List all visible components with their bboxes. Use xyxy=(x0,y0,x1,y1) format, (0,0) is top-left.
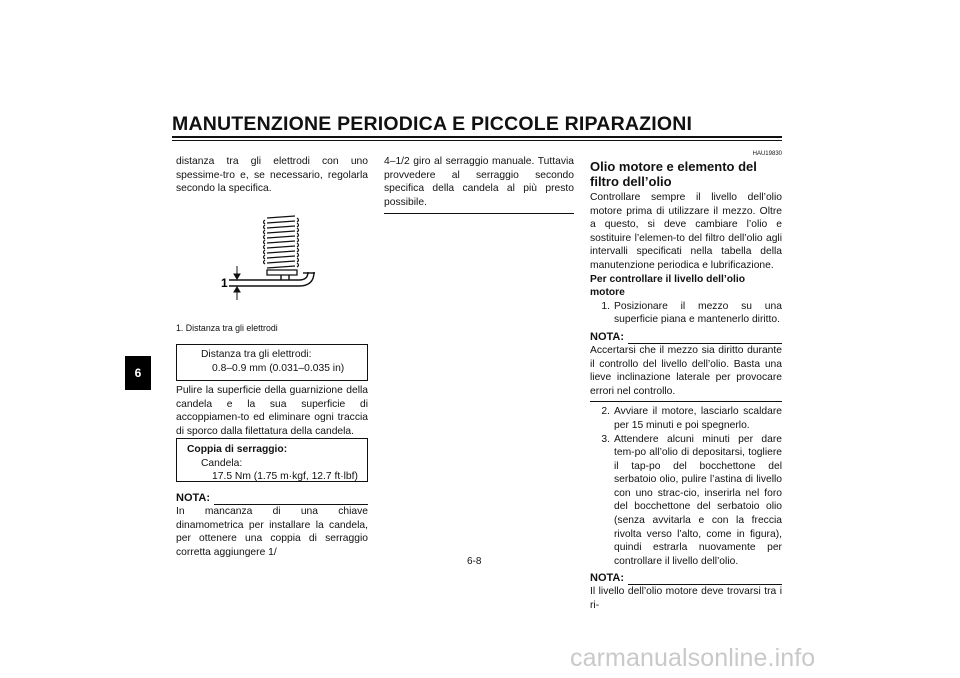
section-code: HAU19830 xyxy=(752,151,782,157)
step-text: Posizionare il mezzo su una superficie piana e mantenerlo diritto. xyxy=(614,300,782,326)
step-number: 1. xyxy=(601,300,610,312)
spark-plug-thread-icon xyxy=(264,216,299,275)
header-rule-thin xyxy=(172,140,782,141)
note-rule xyxy=(628,334,782,344)
note-end-rule xyxy=(590,401,782,402)
note-text: Accertarsi che il mezzo sia diritto durante il controllo del livello dell’olio. Basta una lieve inclinazione laterale per provocare errori nel controllo. xyxy=(590,344,782,397)
figure-callout-1: 1 xyxy=(221,276,228,290)
figure-caption: 1. Distanza tra gli elettrodi xyxy=(176,323,278,333)
clean-section xyxy=(176,384,368,438)
gap-spec-box xyxy=(176,344,368,381)
torque-spec-label: Coppia di serraggio: xyxy=(187,444,288,455)
gap-spec-label: Distanza tra gli elettrodi: xyxy=(201,349,312,360)
torque-spec-box xyxy=(176,438,368,482)
step-3 xyxy=(590,433,782,569)
note-rule xyxy=(214,495,368,505)
note-label: NOTA: xyxy=(176,492,211,504)
clean-text: Pulire la superficie della guarnizione della candela e la sua superficie di accoppiamen-to ed eliminare ogni traccia di sporco dalla filettatura della candela. xyxy=(176,385,368,437)
page-title: MANUTENZIONE PERIODICA E PICCOLE RIPARAZIONI xyxy=(172,113,693,135)
note-heading xyxy=(176,492,368,505)
ground-electrode-icon xyxy=(229,272,315,286)
spark-plug-gap-figure xyxy=(207,212,322,307)
watermark: carmanualsonline.info xyxy=(570,644,816,672)
note-block-left xyxy=(176,492,368,559)
note-end-rule xyxy=(384,213,574,214)
note-text: Il livello dell’olio motore deve trovarsi tra i ri- xyxy=(590,586,782,612)
gap-spec-value: 0.8–0.9 mm (0.031–0.035 in) xyxy=(212,362,345,374)
step-text: Attendere alcuni minuti per dare tem-po all’olio di depositarsi, togliere il tap-po del bocchettone del serbatoio olio, pulire l’astina di livello con uno strac-cio, inserirla nel foro del bocchettone del serbatoio olio (senza avvitarla e con la freccia rivolta verso l’alto, come in figura), quindi estrarla nuovamente per controllare il livello dell’olio. xyxy=(614,433,782,567)
page-number: 6-8 xyxy=(467,556,482,567)
column-middle xyxy=(384,155,574,214)
section-intro: Controllare sempre il livello dell’olio motore prima di utilizzare il mezzo. Oltre a questo, si deve cambiare l’olio e sostituire l’elemen-to del filtro dell’olio agli intervalli specificati nella tabella della manutenzione periodica e lubrificazione. xyxy=(590,192,782,271)
step-number: 3. xyxy=(601,433,610,445)
gap-dimension-arrows xyxy=(234,266,240,300)
note-continuation-text: 4–1/2 giro al serraggio manuale. Tuttavia provvedere al serraggio secondo specifica della candela al più presto possibile. xyxy=(384,156,574,208)
column-left xyxy=(176,155,368,196)
torque-spec-item: Candela: xyxy=(201,457,243,469)
step-text: Avviare il motore, lasciarlo scaldare per 15 minuti e poi spegnerlo. xyxy=(614,406,782,431)
note-heading xyxy=(590,572,782,585)
section-title: Olio motore e elemento del filtro dell’olio xyxy=(590,159,757,189)
header-rule xyxy=(172,136,782,138)
note-text: In mancanza di una chiave dinamometrica per installare la candela, per ottenere una coppia di serraggio corretta aggiungere 1/ xyxy=(176,506,368,558)
note-heading xyxy=(590,331,782,344)
chapter-tab: 6 xyxy=(125,356,151,390)
column-right xyxy=(590,150,782,613)
intro-text: distanza tra gli elettrodi con uno spessime-tro e, se necessario, regolarla secondo la specifica. xyxy=(176,156,368,195)
note-label: NOTA: xyxy=(590,572,625,585)
note-rule xyxy=(628,575,782,585)
step-1 xyxy=(590,300,782,327)
step-2 xyxy=(590,405,782,432)
torque-spec-value: 17.5 Nm (1.75 m·kgf, 12.7 ft·lbf) xyxy=(212,471,358,483)
step-number: 2. xyxy=(601,406,610,418)
note-label: NOTA: xyxy=(590,330,625,343)
procedure-title: Per controllare il livello dell’olio motore xyxy=(590,273,746,299)
